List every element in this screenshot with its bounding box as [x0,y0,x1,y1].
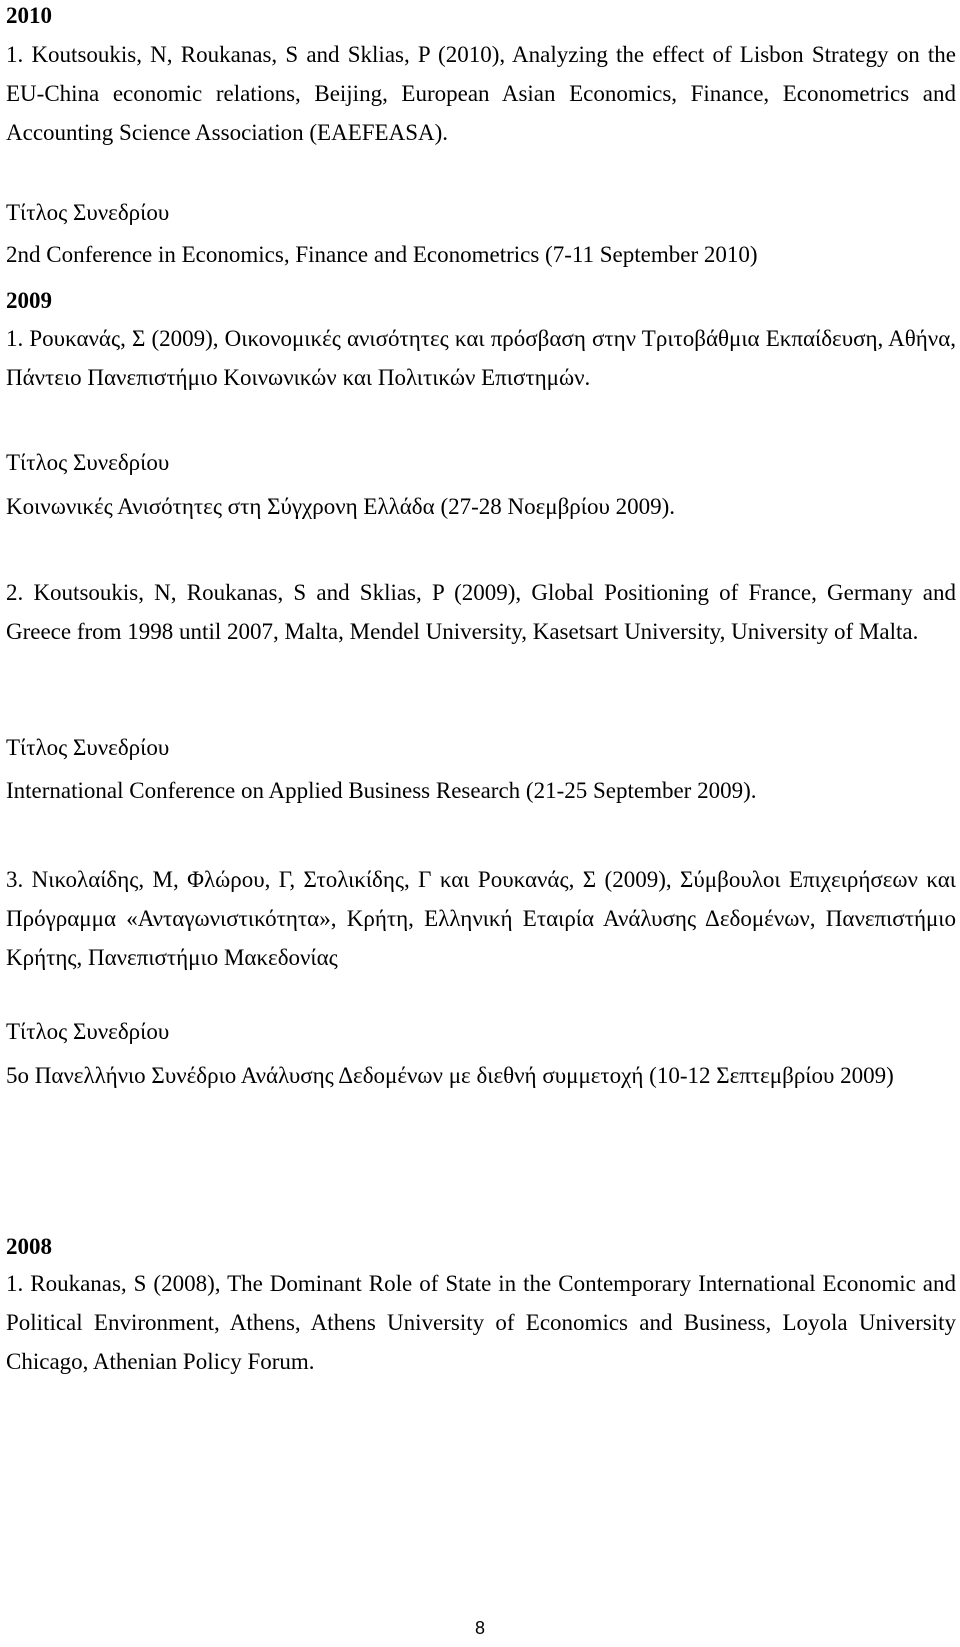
year-heading-2008 [6,1233,956,1261]
conference-label-block [6,449,956,477]
year-heading-2009 [6,287,956,315]
conference-title-block [6,1056,956,1095]
publication-entry [6,35,956,152]
publication-citation: 2. Koutsoukis, N, Roukanas, S and Sklias, P (2009), Global Positioning of France, Germany and Greece from 1998 until 2007, Malta, Mendel University, Kasetsart University, University of Malta. [6,580,956,644]
publication-citation: 1. Koutsoukis, N, Roukanas, S and Sklias, P (2010), Analyzing the effect of Lisbon Strategy on the EU-China economic relations, Beijing, European Asian Economics, Finance, Econometrics and Accounting Science Association (EAEFEASA). [6,42,956,145]
publication-entry [6,319,956,397]
publication-citation: 1. Roukanas, S (2008), The Dominant Role of State in the Contemporary International Economic and Political Environment, Athens, Athens University of Economics and Business, Loyola University Chicago, Athenian Policy Forum. [6,1271,956,1374]
page-number: 8 [474,1618,485,1638]
conference-title: 5ο Πανελλήνιο Συνέδριο Ανάλυσης Δεδομένων με διεθνή συμμετοχή (10-12 Σεπτεμβρίου 2009) [6,1063,894,1088]
publication-entry [6,1264,956,1381]
conference-title-block [6,241,956,269]
conference-title: Κοινωνικές Ανισότητες στη Σύγχρονη Ελλάδα (27-28 Νοεμβρίου 2009). [6,494,676,519]
conference-label-block [6,199,956,227]
conference-title: 2nd Conference in Economics, Finance and Econometrics (7-11 September 2010) [6,242,758,267]
conference-label-block [6,734,956,762]
conference-label: Τίτλος Συνεδρίου [6,200,170,225]
conference-label: Τίτλος Συνεδρίου [6,450,170,475]
publication-entry [6,860,956,977]
conference-label: Τίτλος Συνεδρίου [6,1019,170,1044]
conference-title-block [6,777,956,805]
publication-citation: 3. Νικολαίδης, Μ, Φλώρου, Γ, Στολικίδης, Γ και Ρουκανάς, Σ (2009), Σύμβουλοι Επιχειρήσεων και Πρόγραμμα «Ανταγωνιστικότητα», Κρήτη, Ελληνική Εταιρία Ανάλυσης Δεδομένων, Πανεπιστήμιο Κρήτης, Πανεπιστήμιο Μακεδονίας [6,867,956,970]
conference-title: International Conference on Applied Business Research (21-25 September 2009). [6,778,757,803]
conference-label-block [6,1018,956,1046]
conference-title-block [6,493,956,521]
year-heading: 2010 [6,3,52,28]
conference-label: Τίτλος Συνεδρίου [6,735,170,760]
year-heading-2010 [6,2,956,30]
year-heading: 2008 [6,1234,52,1259]
year-heading: 2009 [6,288,52,313]
publication-entry [6,573,956,651]
publication-citation: 1. Ρουκανάς, Σ (2009), Οικονομικές ανισότητες και πρόσβαση στην Τριτοβάθμια Εκπαίδευση, Αθήνα, Πάντειο Πανεπιστήμιο Κοινωνικών και Πολιτικών Επιστημών. [6,326,956,390]
